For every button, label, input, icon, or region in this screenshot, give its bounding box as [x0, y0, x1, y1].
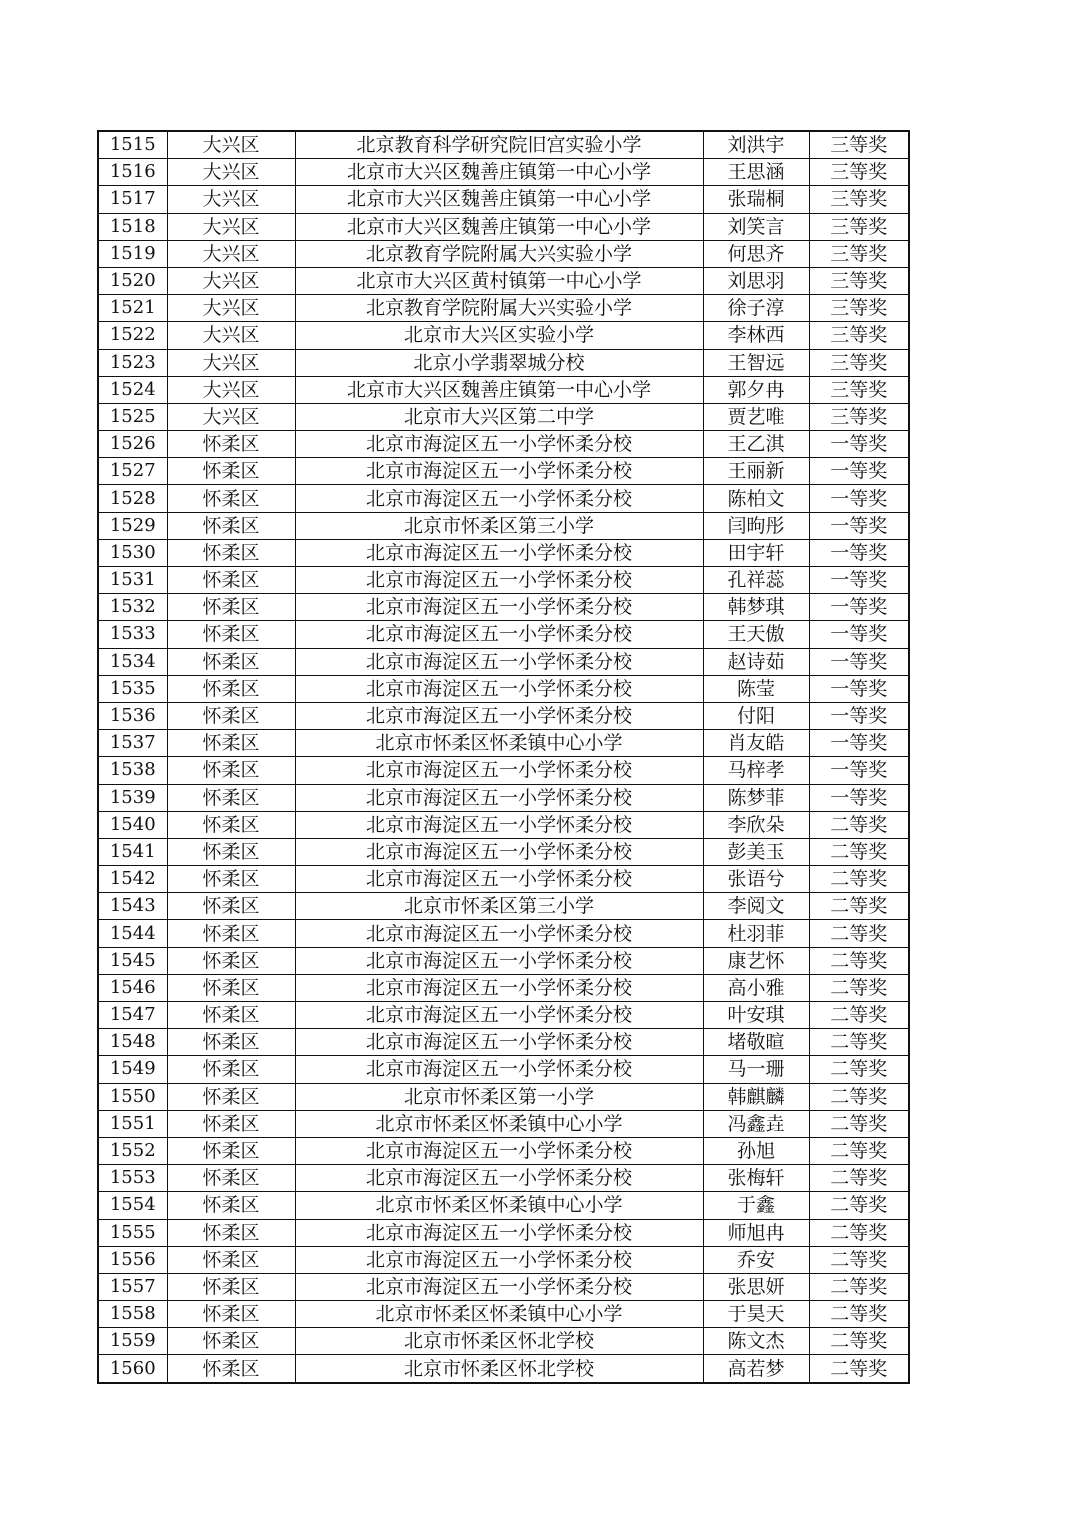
table-row — [98, 838, 909, 865]
school-cell: 北京市海淀区五一小学怀柔分校 — [295, 648, 703, 675]
school-cell: 北京小学翡翠城分校 — [295, 349, 703, 376]
table-row — [98, 458, 909, 485]
table-row — [98, 1355, 909, 1383]
school-cell: 北京市怀柔区怀柔镇中心小学 — [295, 1110, 703, 1137]
table-row — [98, 567, 909, 594]
table-row — [98, 1246, 909, 1273]
table-row — [98, 240, 909, 267]
table-row — [98, 784, 909, 811]
student-name-cell: 张语兮 — [703, 866, 809, 893]
district-cell: 怀柔区 — [167, 1002, 295, 1029]
school-cell: 北京教育科学研究院旧宫实验小学 — [295, 131, 703, 159]
district-cell: 怀柔区 — [167, 567, 295, 594]
district-cell: 大兴区 — [167, 213, 295, 240]
table-row — [98, 213, 909, 240]
table-row — [98, 947, 909, 974]
award-list-table — [97, 130, 910, 1384]
serial-number-cell: 1524 — [98, 376, 167, 403]
student-name-cell: 刘洪宇 — [703, 131, 809, 159]
award-level-cell: 二等奖 — [809, 1110, 909, 1137]
school-cell: 北京市怀柔区第三小学 — [295, 512, 703, 539]
school-cell: 北京市海淀区五一小学怀柔分校 — [295, 784, 703, 811]
award-level-cell: 一等奖 — [809, 594, 909, 621]
school-cell: 北京市海淀区五一小学怀柔分校 — [295, 811, 703, 838]
student-name-cell: 李林西 — [703, 322, 809, 349]
student-name-cell: 马梓孝 — [703, 757, 809, 784]
student-name-cell: 于鑫 — [703, 1192, 809, 1219]
student-name-cell: 陈柏文 — [703, 485, 809, 512]
school-cell: 北京市海淀区五一小学怀柔分校 — [295, 675, 703, 702]
district-cell: 怀柔区 — [167, 594, 295, 621]
school-cell: 北京市海淀区五一小学怀柔分校 — [295, 702, 703, 729]
district-cell: 怀柔区 — [167, 648, 295, 675]
serial-number-cell: 1537 — [98, 730, 167, 757]
district-cell: 大兴区 — [167, 322, 295, 349]
district-cell: 怀柔区 — [167, 702, 295, 729]
table-row — [98, 349, 909, 376]
school-cell: 北京市海淀区五一小学怀柔分校 — [295, 594, 703, 621]
student-name-cell: 刘思羽 — [703, 267, 809, 294]
student-name-cell: 马一珊 — [703, 1056, 809, 1083]
award-level-cell: 一等奖 — [809, 648, 909, 675]
serial-number-cell: 1534 — [98, 648, 167, 675]
district-cell: 怀柔区 — [167, 621, 295, 648]
table-row — [98, 866, 909, 893]
student-name-cell: 韩麒麟 — [703, 1083, 809, 1110]
table-row — [98, 702, 909, 729]
table-row — [98, 376, 909, 403]
school-cell: 北京市海淀区五一小学怀柔分校 — [295, 485, 703, 512]
district-cell: 大兴区 — [167, 267, 295, 294]
award-level-cell: 一等奖 — [809, 567, 909, 594]
student-name-cell: 张思妍 — [703, 1273, 809, 1300]
award-level-cell: 一等奖 — [809, 485, 909, 512]
serial-number-cell: 1535 — [98, 675, 167, 702]
district-cell: 怀柔区 — [167, 757, 295, 784]
award-level-cell: 二等奖 — [809, 1328, 909, 1355]
school-cell: 北京市大兴区实验小学 — [295, 322, 703, 349]
student-name-cell: 王智远 — [703, 349, 809, 376]
award-level-cell: 二等奖 — [809, 920, 909, 947]
student-name-cell: 王思涵 — [703, 159, 809, 186]
district-cell: 怀柔区 — [167, 1192, 295, 1219]
award-level-cell: 三等奖 — [809, 322, 909, 349]
serial-number-cell: 1556 — [98, 1246, 167, 1273]
serial-number-cell: 1532 — [98, 594, 167, 621]
table-row — [98, 1192, 909, 1219]
award-level-cell: 二等奖 — [809, 1219, 909, 1246]
serial-number-cell: 1542 — [98, 866, 167, 893]
award-level-cell: 二等奖 — [809, 1029, 909, 1056]
serial-number-cell: 1522 — [98, 322, 167, 349]
district-cell: 怀柔区 — [167, 1137, 295, 1164]
serial-number-cell: 1539 — [98, 784, 167, 811]
serial-number-cell: 1550 — [98, 1083, 167, 1110]
serial-number-cell: 1552 — [98, 1137, 167, 1164]
student-name-cell: 刘笑言 — [703, 213, 809, 240]
serial-number-cell: 1547 — [98, 1002, 167, 1029]
table-row — [98, 539, 909, 566]
district-cell: 怀柔区 — [167, 1083, 295, 1110]
district-cell: 怀柔区 — [167, 1165, 295, 1192]
award-level-cell: 二等奖 — [809, 1002, 909, 1029]
school-cell: 北京市怀柔区怀柔镇中心小学 — [295, 1192, 703, 1219]
district-cell: 大兴区 — [167, 403, 295, 430]
award-level-cell: 二等奖 — [809, 893, 909, 920]
award-level-cell: 二等奖 — [809, 1083, 909, 1110]
serial-number-cell: 1536 — [98, 702, 167, 729]
school-cell: 北京市怀柔区怀柔镇中心小学 — [295, 730, 703, 757]
table-row — [98, 1137, 909, 1164]
district-cell: 大兴区 — [167, 376, 295, 403]
table-row — [98, 1056, 909, 1083]
award-level-cell: 二等奖 — [809, 947, 909, 974]
student-name-cell: 彭美玉 — [703, 838, 809, 865]
district-cell: 怀柔区 — [167, 458, 295, 485]
district-cell: 大兴区 — [167, 159, 295, 186]
serial-number-cell: 1530 — [98, 539, 167, 566]
serial-number-cell: 1516 — [98, 159, 167, 186]
serial-number-cell: 1515 — [98, 131, 167, 159]
district-cell: 怀柔区 — [167, 1056, 295, 1083]
serial-number-cell: 1548 — [98, 1029, 167, 1056]
table-row — [98, 594, 909, 621]
table-row — [98, 322, 909, 349]
school-cell: 北京市怀柔区第三小学 — [295, 893, 703, 920]
table-row — [98, 267, 909, 294]
school-cell: 北京市海淀区五一小学怀柔分校 — [295, 1056, 703, 1083]
school-cell: 北京市海淀区五一小学怀柔分校 — [295, 1273, 703, 1300]
serial-number-cell: 1545 — [98, 947, 167, 974]
school-cell: 北京市怀柔区怀柔镇中心小学 — [295, 1301, 703, 1328]
table-row — [98, 1273, 909, 1300]
serial-number-cell: 1529 — [98, 512, 167, 539]
serial-number-cell: 1560 — [98, 1355, 167, 1383]
award-level-cell: 二等奖 — [809, 974, 909, 1001]
school-cell: 北京市海淀区五一小学怀柔分校 — [295, 866, 703, 893]
student-name-cell: 杜羽菲 — [703, 920, 809, 947]
award-level-cell: 二等奖 — [809, 1165, 909, 1192]
award-level-cell: 一等奖 — [809, 784, 909, 811]
school-cell: 北京市大兴区魏善庄镇第一中心小学 — [295, 186, 703, 213]
award-level-cell: 二等奖 — [809, 811, 909, 838]
district-cell: 怀柔区 — [167, 512, 295, 539]
school-cell: 北京市海淀区五一小学怀柔分校 — [295, 1165, 703, 1192]
school-cell: 北京市海淀区五一小学怀柔分校 — [295, 1002, 703, 1029]
student-name-cell: 郭夕冉 — [703, 376, 809, 403]
student-name-cell: 徐子淳 — [703, 295, 809, 322]
serial-number-cell: 1519 — [98, 240, 167, 267]
table-row — [98, 159, 909, 186]
award-level-cell: 二等奖 — [809, 866, 909, 893]
award-level-cell: 二等奖 — [809, 1137, 909, 1164]
award-level-cell: 三等奖 — [809, 403, 909, 430]
student-name-cell: 乔安 — [703, 1246, 809, 1273]
table-row — [98, 648, 909, 675]
award-level-cell: 三等奖 — [809, 186, 909, 213]
award-level-cell: 三等奖 — [809, 267, 909, 294]
serial-number-cell: 1520 — [98, 267, 167, 294]
student-name-cell: 肖友皓 — [703, 730, 809, 757]
table-row — [98, 1110, 909, 1137]
table-row — [98, 920, 909, 947]
student-name-cell: 高小雅 — [703, 974, 809, 1001]
district-cell: 大兴区 — [167, 131, 295, 159]
district-cell: 怀柔区 — [167, 1219, 295, 1246]
district-cell: 怀柔区 — [167, 1301, 295, 1328]
serial-number-cell: 1546 — [98, 974, 167, 1001]
school-cell: 北京市大兴区第二中学 — [295, 403, 703, 430]
district-cell: 怀柔区 — [167, 1110, 295, 1137]
district-cell: 怀柔区 — [167, 838, 295, 865]
award-level-cell: 一等奖 — [809, 539, 909, 566]
award-level-cell: 三等奖 — [809, 131, 909, 159]
district-cell: 怀柔区 — [167, 1328, 295, 1355]
award-level-cell: 三等奖 — [809, 159, 909, 186]
table-row — [98, 974, 909, 1001]
student-name-cell: 陈文杰 — [703, 1328, 809, 1355]
student-name-cell: 何思齐 — [703, 240, 809, 267]
award-level-cell: 二等奖 — [809, 1246, 909, 1273]
table-row — [98, 893, 909, 920]
table-row — [98, 1002, 909, 1029]
district-cell: 怀柔区 — [167, 485, 295, 512]
student-name-cell: 师旭冉 — [703, 1219, 809, 1246]
table-row — [98, 621, 909, 648]
district-cell: 怀柔区 — [167, 893, 295, 920]
student-name-cell: 赵诗茹 — [703, 648, 809, 675]
table-row — [98, 757, 909, 784]
table-row — [98, 1165, 909, 1192]
student-name-cell: 田宇轩 — [703, 539, 809, 566]
student-name-cell: 王丽新 — [703, 458, 809, 485]
school-cell: 北京市大兴区魏善庄镇第一中心小学 — [295, 159, 703, 186]
school-cell: 北京市海淀区五一小学怀柔分校 — [295, 1219, 703, 1246]
award-level-cell: 一等奖 — [809, 431, 909, 458]
student-name-cell: 于昊天 — [703, 1301, 809, 1328]
district-cell: 怀柔区 — [167, 784, 295, 811]
school-cell: 北京市怀柔区怀北学校 — [295, 1328, 703, 1355]
student-name-cell: 李欣朵 — [703, 811, 809, 838]
student-name-cell: 堵敬暄 — [703, 1029, 809, 1056]
district-cell: 怀柔区 — [167, 974, 295, 1001]
table-row — [98, 131, 909, 159]
award-level-cell: 二等奖 — [809, 838, 909, 865]
award-level-cell: 二等奖 — [809, 1355, 909, 1383]
serial-number-cell: 1538 — [98, 757, 167, 784]
serial-number-cell: 1526 — [98, 431, 167, 458]
table-row — [98, 1083, 909, 1110]
district-cell: 大兴区 — [167, 186, 295, 213]
serial-number-cell: 1528 — [98, 485, 167, 512]
award-level-cell: 二等奖 — [809, 1192, 909, 1219]
table-row — [98, 1219, 909, 1246]
serial-number-cell: 1523 — [98, 349, 167, 376]
serial-number-cell: 1533 — [98, 621, 167, 648]
award-level-cell: 三等奖 — [809, 376, 909, 403]
school-cell: 北京教育学院附属大兴实验小学 — [295, 295, 703, 322]
serial-number-cell: 1543 — [98, 893, 167, 920]
award-level-cell: 三等奖 — [809, 213, 909, 240]
school-cell: 北京市海淀区五一小学怀柔分校 — [295, 920, 703, 947]
serial-number-cell: 1525 — [98, 403, 167, 430]
table-row — [98, 186, 909, 213]
serial-number-cell: 1518 — [98, 213, 167, 240]
district-cell: 怀柔区 — [167, 920, 295, 947]
table-row — [98, 485, 909, 512]
award-level-cell: 三等奖 — [809, 240, 909, 267]
student-name-cell: 王乙淇 — [703, 431, 809, 458]
serial-number-cell: 1521 — [98, 295, 167, 322]
school-cell: 北京市海淀区五一小学怀柔分校 — [295, 757, 703, 784]
serial-number-cell: 1558 — [98, 1301, 167, 1328]
district-cell: 怀柔区 — [167, 866, 295, 893]
district-cell: 大兴区 — [167, 240, 295, 267]
table-row — [98, 1029, 909, 1056]
school-cell: 北京市大兴区黄村镇第一中心小学 — [295, 267, 703, 294]
award-level-cell: 二等奖 — [809, 1273, 909, 1300]
serial-number-cell: 1531 — [98, 567, 167, 594]
award-level-cell: 一等奖 — [809, 730, 909, 757]
award-level-cell: 二等奖 — [809, 1056, 909, 1083]
school-cell: 北京市海淀区五一小学怀柔分校 — [295, 458, 703, 485]
student-name-cell: 贾艺唯 — [703, 403, 809, 430]
district-cell: 大兴区 — [167, 349, 295, 376]
school-cell: 北京市海淀区五一小学怀柔分校 — [295, 621, 703, 648]
serial-number-cell: 1527 — [98, 458, 167, 485]
student-name-cell: 闫昫彤 — [703, 512, 809, 539]
award-level-cell: 一等奖 — [809, 621, 909, 648]
district-cell: 怀柔区 — [167, 539, 295, 566]
serial-number-cell: 1549 — [98, 1056, 167, 1083]
table-row — [98, 730, 909, 757]
table-row — [98, 811, 909, 838]
table-row — [98, 403, 909, 430]
school-cell: 北京市怀柔区第一小学 — [295, 1083, 703, 1110]
district-cell: 怀柔区 — [167, 947, 295, 974]
student-name-cell: 张瑞桐 — [703, 186, 809, 213]
student-name-cell: 付阳 — [703, 702, 809, 729]
table-row — [98, 295, 909, 322]
student-name-cell: 孙旭 — [703, 1137, 809, 1164]
serial-number-cell: 1554 — [98, 1192, 167, 1219]
school-cell: 北京市大兴区魏善庄镇第一中心小学 — [295, 213, 703, 240]
school-cell: 北京市海淀区五一小学怀柔分校 — [295, 539, 703, 566]
table-row — [98, 675, 909, 702]
district-cell: 怀柔区 — [167, 675, 295, 702]
district-cell: 怀柔区 — [167, 811, 295, 838]
student-name-cell: 孔祥蕊 — [703, 567, 809, 594]
district-cell: 怀柔区 — [167, 1355, 295, 1383]
award-level-cell: 一等奖 — [809, 675, 909, 702]
serial-number-cell: 1555 — [98, 1219, 167, 1246]
school-cell: 北京市怀柔区怀北学校 — [295, 1355, 703, 1383]
student-name-cell: 韩梦琪 — [703, 594, 809, 621]
school-cell: 北京市大兴区魏善庄镇第一中心小学 — [295, 376, 703, 403]
student-name-cell: 康艺怀 — [703, 947, 809, 974]
table-row — [98, 1328, 909, 1355]
student-name-cell: 陈莹 — [703, 675, 809, 702]
school-cell: 北京市海淀区五一小学怀柔分校 — [295, 974, 703, 1001]
district-cell: 大兴区 — [167, 295, 295, 322]
student-name-cell: 王天傲 — [703, 621, 809, 648]
district-cell: 怀柔区 — [167, 1273, 295, 1300]
serial-number-cell: 1551 — [98, 1110, 167, 1137]
award-level-cell: 三等奖 — [809, 295, 909, 322]
award-level-cell: 三等奖 — [809, 349, 909, 376]
table-row — [98, 512, 909, 539]
student-name-cell: 叶安琪 — [703, 1002, 809, 1029]
student-name-cell: 高若梦 — [703, 1355, 809, 1383]
school-cell: 北京市海淀区五一小学怀柔分校 — [295, 1029, 703, 1056]
award-level-cell: 一等奖 — [809, 757, 909, 784]
district-cell: 怀柔区 — [167, 1029, 295, 1056]
school-cell: 北京市海淀区五一小学怀柔分校 — [295, 431, 703, 458]
student-name-cell: 陈梦菲 — [703, 784, 809, 811]
award-level-cell: 二等奖 — [809, 1301, 909, 1328]
serial-number-cell: 1553 — [98, 1165, 167, 1192]
student-name-cell: 张梅轩 — [703, 1165, 809, 1192]
school-cell: 北京教育学院附属大兴实验小学 — [295, 240, 703, 267]
award-list-body — [98, 131, 909, 1383]
serial-number-cell: 1544 — [98, 920, 167, 947]
school-cell: 北京市海淀区五一小学怀柔分校 — [295, 838, 703, 865]
school-cell: 北京市海淀区五一小学怀柔分校 — [295, 567, 703, 594]
district-cell: 怀柔区 — [167, 730, 295, 757]
award-level-cell: 一等奖 — [809, 458, 909, 485]
award-level-cell: 一等奖 — [809, 512, 909, 539]
student-name-cell: 李阅文 — [703, 893, 809, 920]
serial-number-cell: 1559 — [98, 1328, 167, 1355]
district-cell: 怀柔区 — [167, 1246, 295, 1273]
award-level-cell: 一等奖 — [809, 702, 909, 729]
table-row — [98, 1301, 909, 1328]
school-cell: 北京市海淀区五一小学怀柔分校 — [295, 1246, 703, 1273]
serial-number-cell: 1540 — [98, 811, 167, 838]
school-cell: 北京市海淀区五一小学怀柔分校 — [295, 1137, 703, 1164]
serial-number-cell: 1557 — [98, 1273, 167, 1300]
district-cell: 怀柔区 — [167, 431, 295, 458]
serial-number-cell: 1541 — [98, 838, 167, 865]
serial-number-cell: 1517 — [98, 186, 167, 213]
student-name-cell: 冯鑫垚 — [703, 1110, 809, 1137]
table-row — [98, 431, 909, 458]
school-cell: 北京市海淀区五一小学怀柔分校 — [295, 947, 703, 974]
